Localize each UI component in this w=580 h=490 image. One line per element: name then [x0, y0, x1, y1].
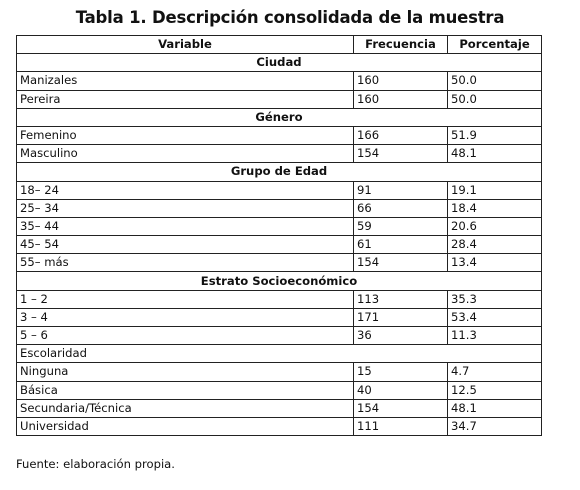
frecuencia-cell: 171 [354, 308, 448, 326]
table-row [17, 126, 542, 144]
frecuencia-cell: 160 [354, 72, 448, 90]
variable-cell: 35– 44 [17, 217, 354, 235]
table-row [17, 145, 542, 163]
table-row [17, 181, 542, 199]
variable-cell: 1 – 2 [17, 290, 354, 308]
porcentaje-cell: 13.4 [448, 254, 542, 272]
section-row [17, 272, 542, 290]
variable-cell: Masculino [17, 145, 354, 163]
variable-cell: 18– 24 [17, 181, 354, 199]
porcentaje-cell: 35.3 [448, 290, 542, 308]
header-porcentaje: Porcentaje [448, 36, 542, 54]
section-row [17, 163, 542, 181]
table-row [17, 72, 542, 90]
porcentaje-cell: 19.1 [448, 181, 542, 199]
porcentaje-cell: 53.4 [448, 308, 542, 326]
frecuencia-cell: 61 [354, 236, 448, 254]
table-row [17, 308, 542, 326]
porcentaje-cell: 34.7 [448, 417, 542, 435]
frecuencia-cell: 111 [354, 417, 448, 435]
table-row [17, 254, 542, 272]
porcentaje-cell: 4.7 [448, 363, 542, 381]
table-row [17, 290, 542, 308]
frecuencia-cell: 91 [354, 181, 448, 199]
section-label: Grupo de Edad [17, 163, 542, 181]
frecuencia-cell: 66 [354, 199, 448, 217]
section-label: Ciudad [17, 54, 542, 72]
variable-cell: 25– 34 [17, 199, 354, 217]
frecuencia-cell: 40 [354, 381, 448, 399]
sample-description-table [16, 35, 542, 436]
frecuencia-cell: 154 [354, 145, 448, 163]
table-row [17, 90, 542, 108]
variable-cell: Básica [17, 381, 354, 399]
frecuencia-cell: 59 [354, 217, 448, 235]
porcentaje-cell: 28.4 [448, 236, 542, 254]
section-label: Escolaridad [17, 345, 542, 363]
frecuencia-cell: 154 [354, 254, 448, 272]
frecuencia-cell: 113 [354, 290, 448, 308]
variable-cell: Secundaria/Técnica [17, 399, 354, 417]
variable-cell: 5 – 6 [17, 327, 354, 345]
variable-cell: Pereira [17, 90, 354, 108]
header-variable: Variable [17, 36, 354, 54]
header-row [17, 36, 542, 54]
table-row [17, 417, 542, 435]
variable-cell: Manizales [17, 72, 354, 90]
source-note: Fuente: elaboración propia. [16, 457, 175, 471]
table-row [17, 327, 542, 345]
variable-cell: Ninguna [17, 363, 354, 381]
table-row [17, 399, 542, 417]
porcentaje-cell: 50.0 [448, 90, 542, 108]
table-row [17, 381, 542, 399]
section-row [17, 108, 542, 126]
frecuencia-cell: 154 [354, 399, 448, 417]
porcentaje-cell: 11.3 [448, 327, 542, 345]
table-row [17, 363, 542, 381]
variable-cell: 3 – 4 [17, 308, 354, 326]
header-frecuencia: Frecuencia [354, 36, 448, 54]
table-body [17, 54, 542, 436]
frecuencia-cell: 15 [354, 363, 448, 381]
section-row [17, 54, 542, 72]
section-row [17, 345, 542, 363]
porcentaje-cell: 51.9 [448, 126, 542, 144]
table-row [17, 217, 542, 235]
table-row [17, 199, 542, 217]
variable-cell: Femenino [17, 126, 354, 144]
variable-cell: Universidad [17, 417, 354, 435]
porcentaje-cell: 18.4 [448, 199, 542, 217]
porcentaje-cell: 48.1 [448, 145, 542, 163]
frecuencia-cell: 36 [354, 327, 448, 345]
table-row [17, 236, 542, 254]
frecuencia-cell: 160 [354, 90, 448, 108]
porcentaje-cell: 50.0 [448, 72, 542, 90]
variable-cell: 55– más [17, 254, 354, 272]
frecuencia-cell: 166 [354, 126, 448, 144]
variable-cell: 45– 54 [17, 236, 354, 254]
porcentaje-cell: 20.6 [448, 217, 542, 235]
porcentaje-cell: 48.1 [448, 399, 542, 417]
porcentaje-cell: 12.5 [448, 381, 542, 399]
section-label: Estrato Socioeconómico [17, 272, 542, 290]
table-title: Tabla 1. Descripción consolidada de la muestra [75, 8, 505, 27]
section-label: Género [17, 108, 542, 126]
